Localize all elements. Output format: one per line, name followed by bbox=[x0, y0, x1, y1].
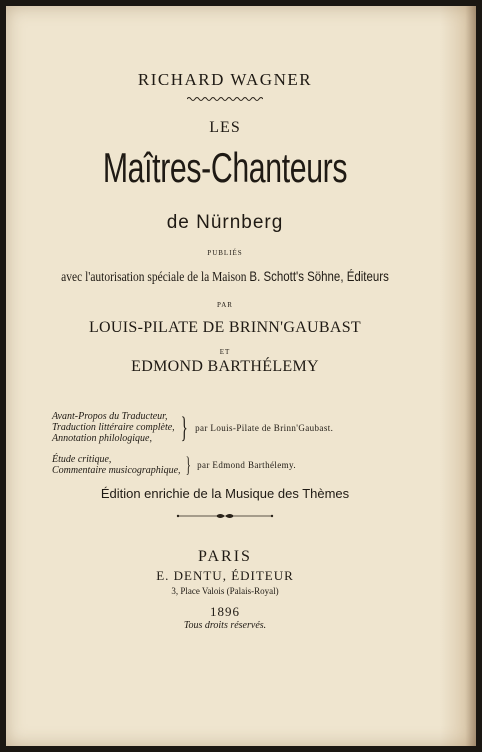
authorization-prefix: avec l'autorisation spéciale de la Maison bbox=[61, 270, 247, 285]
credit-roles bbox=[52, 411, 175, 444]
and-label: ET bbox=[219, 348, 231, 356]
book-title-page bbox=[6, 6, 476, 746]
imprint-address: 3, Place Valois (Palais-Royal) bbox=[171, 586, 279, 596]
imprint-publisher: E. DENTU, ÉDITEUR bbox=[156, 568, 294, 583]
published-label: PUBLIÉS bbox=[207, 249, 243, 257]
by-label: PAR bbox=[217, 301, 233, 309]
credit-by: par Louis-Pilate de Brinn'Gaubast. bbox=[195, 422, 334, 433]
credit-role: Étude critique, bbox=[52, 454, 112, 465]
imprint-city: PARIS bbox=[198, 548, 252, 565]
authorization-publisher: B. Schott's Söhne, Éditeurs bbox=[249, 268, 389, 284]
credits-block bbox=[52, 411, 432, 476]
credit-role: Commentaire musicographique, bbox=[52, 465, 181, 476]
book-title: Maîtres-Chanteurs bbox=[102, 144, 348, 191]
ornamental-rule-top bbox=[187, 96, 263, 102]
title-article: LES bbox=[209, 119, 241, 136]
book-subtitle: de Nürnberg bbox=[166, 212, 284, 233]
credit-roles bbox=[52, 454, 181, 476]
credit-role: Annotation philologique, bbox=[52, 433, 152, 444]
ornamental-rule-bottom bbox=[176, 512, 274, 520]
rights-notice: Tous droits réservés. bbox=[183, 620, 267, 631]
brace-glyph: } bbox=[180, 410, 188, 444]
authorization-line bbox=[45, 268, 404, 286]
translator-name: LOUIS-PILATE DE BRINN'GAUBAST bbox=[88, 319, 362, 336]
edition-note: Édition enrichie de la Musique des Thèmes bbox=[100, 486, 350, 501]
credit-role: Avant-Propos du Traducteur, bbox=[52, 411, 168, 422]
author-name: RICHARD WAGNER bbox=[137, 70, 313, 89]
credit-row-critic bbox=[52, 454, 432, 476]
page-spine-shadow bbox=[440, 6, 476, 746]
credit-by: par Edmond Barthélemy. bbox=[197, 460, 297, 470]
coauthor-name: EDMOND BARTHÉLEMY bbox=[131, 358, 319, 375]
imprint-year: 1896 bbox=[210, 604, 240, 619]
credit-row-translator bbox=[52, 411, 432, 444]
credit-role: Traduction littéraire complète, bbox=[52, 422, 175, 433]
brace-glyph: } bbox=[185, 452, 191, 477]
